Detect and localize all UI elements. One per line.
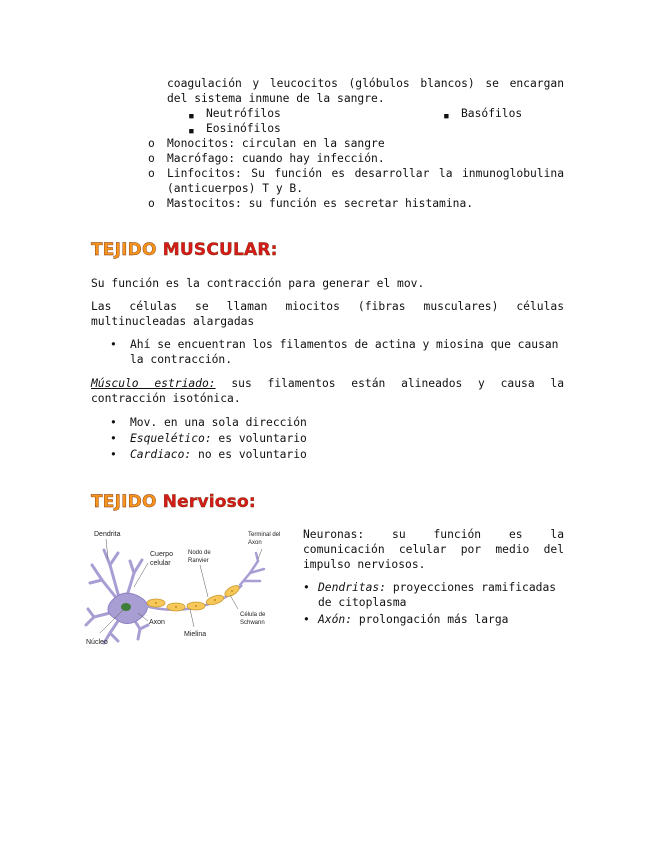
neuron-diagram (82, 525, 294, 650)
granulocyte-item: Eosinófilos (206, 122, 281, 135)
label-cuerpo: Cuerpo celular (150, 551, 173, 567)
term: Dendritas: (318, 581, 387, 594)
cell-item: Mastocitos: su función es secretar histamina. (167, 197, 474, 210)
granulocyte-item: Neutrófilos (206, 107, 281, 120)
square-bullet-icon: ▪ (443, 109, 450, 122)
cell-item: Macrófago: cuando hay infección. (167, 152, 385, 165)
term: Axón: (318, 613, 353, 626)
desc: prolongación más larga (352, 613, 509, 626)
muscle-list-item: Mov. en una sola dirección (130, 416, 307, 429)
striated-paragraph (91, 376, 564, 406)
square-bullet-icon: ▪ (188, 109, 195, 122)
cell-item: Linfocitos: Su función es desarrollar la inmunoglobulina (anticuerpos) T y B. (167, 167, 564, 195)
nervioso-bullet (318, 612, 508, 627)
muscular-paragraph-2: Las células se llaman miocitos (fibras musculares) células multinucleadas alargadas (91, 300, 564, 328)
label-nodo: Nodo de Ranvier (188, 550, 211, 564)
heading-word-muscular: MUSCULAR: (162, 240, 278, 260)
term: Cardiaco: (130, 448, 192, 461)
nervioso-paragraph-1: Neuronas: su función es la comunicación celular por medio del impulso nerviosos. (303, 528, 564, 571)
circle-bullet-icon: o (148, 137, 155, 150)
label-terminal: Terminal del Axon (248, 532, 281, 546)
continued-paragraph: coagulación y leucocitos (glóbulos blancos) se encargan del sistema inmune de la sangre. (167, 77, 564, 105)
desc: no es voluntario (191, 448, 307, 461)
nervioso-bullet (318, 580, 564, 610)
circle-bullet-icon: o (148, 152, 155, 165)
square-bullet-icon: ▪ (188, 124, 195, 137)
bullet-icon: • (110, 432, 117, 445)
striated-term: Músculo estriado: (91, 377, 216, 390)
bullet-icon: • (110, 416, 117, 429)
bullet-icon: • (110, 448, 117, 461)
bullet-icon: • (303, 613, 310, 626)
granulocyte-item: Basófilos (461, 107, 523, 120)
striated-text: sus filamentos están alineados y causa la contracción isotónica. (91, 377, 565, 405)
circle-bullet-icon: o (148, 197, 155, 210)
heading-word-nervioso: Nervioso: (162, 492, 256, 512)
muscular-bullet: Ahí se encuentran los filamentos de actina y miosina que causan la contracción. (130, 338, 559, 366)
label-axon: Axon (149, 619, 165, 626)
heading-word-tejido: TEJIDO (91, 492, 157, 512)
heading-word-tejido: TEJIDO (91, 240, 157, 260)
bullet-icon: • (110, 338, 117, 351)
muscular-heading (91, 240, 278, 260)
desc: proyecciones ramificadas de citoplasma (318, 581, 557, 609)
circle-bullet-icon: o (148, 167, 155, 180)
muscle-list-item (130, 447, 307, 462)
label-nucleo: Núcleo (86, 639, 108, 646)
label-dendrita: Dendrita (94, 531, 121, 538)
nervioso-heading (91, 492, 256, 512)
term: Esquelético: (130, 432, 212, 445)
cell-item: Monocitos: circulan en la sangre (167, 137, 385, 150)
label-schwann: Célula de Schwann (240, 612, 266, 626)
muscular-paragraph-1: Su función es la contracción para generar el mov. (91, 277, 425, 290)
label-mielina: Mielina (184, 631, 207, 638)
bullet-icon: • (303, 581, 310, 594)
muscle-list-item (130, 431, 307, 446)
desc: es voluntario (211, 432, 307, 445)
